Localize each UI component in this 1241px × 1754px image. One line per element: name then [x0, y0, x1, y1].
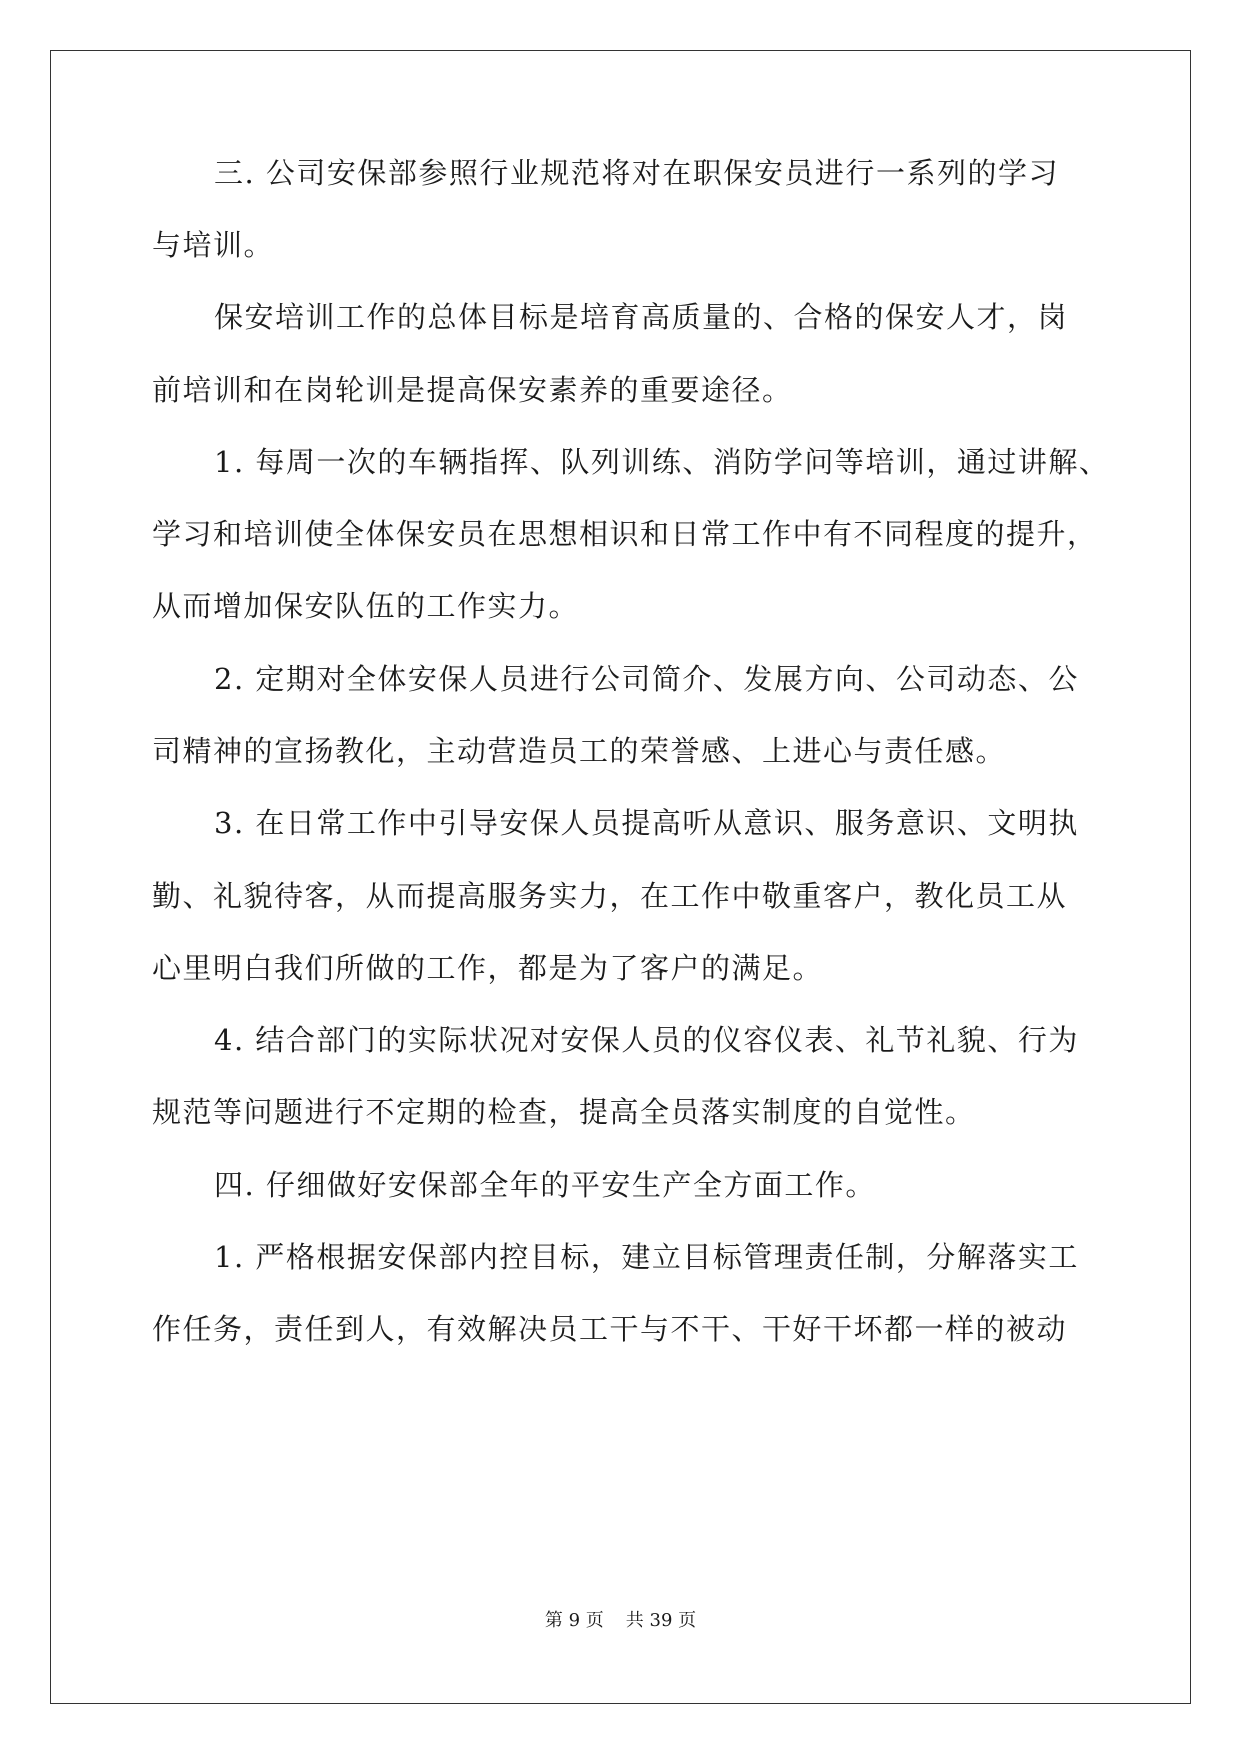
paragraph-line: 从而增加保安队伍的工作实力。 [152, 589, 580, 623]
paragraph-line: 司精神的宣扬教化，主动营造员工的荣誉感、上进心与责任感。 [152, 734, 1007, 768]
paragraph-line: 前培训和在岗轮训是提高保安素养的重要途径。 [152, 373, 793, 407]
paragraph-line: 1. 每周一次的车辆指挥、队列训练、消防学问等培训，通过讲解、 [214, 445, 1110, 479]
paragraph-line: 规范等问题进行不定期的检查，提高全员落实制度的自觉性。 [152, 1095, 976, 1129]
page-number: 第 9 页 [544, 1610, 604, 1631]
paragraph-line: 与培训。 [152, 228, 275, 262]
paragraph-line: 心里明白我们所做的工作，都是为了客户的满足。 [152, 951, 824, 985]
paragraph-line: 作任务，责任到人，有效解决员工干与不干、干好干坏都一样的被动 [152, 1312, 1068, 1346]
paragraph-line: 学习和培训使全体保安员在思想相识和日常工作中有不同程度的提升， [152, 517, 1098, 551]
paragraph-line: 保安培训工作的总体目标是培育高质量的、合格的保安人才，岗 [214, 300, 1069, 334]
paragraph-line: 4. 结合部门的实际状况对安保人员的仪容仪表、礼节礼貌、行为 [214, 1023, 1079, 1057]
page-total: 共 39 页 [625, 1610, 697, 1631]
paragraph-line: 三. 公司安保部参照行业规范将对在职保安员进行一系列的学习 [214, 156, 1059, 190]
paragraph-line: 1. 严格根据安保部内控目标，建立目标管理责任制，分解落实工 [214, 1240, 1079, 1274]
paragraph-line: 勤、礼貌待客，从而提高服务实力，在工作中敬重客户，教化员工从 [152, 879, 1068, 913]
page-footer [0, 1606, 1241, 1632]
paragraph-line: 2. 定期对全体安保人员进行公司简介、发展方向、公司动态、公 [214, 662, 1079, 696]
paragraph-line: 四. 仔细做好安保部全年的平安生产全方面工作。 [214, 1168, 876, 1202]
paragraph-line: 3. 在日常工作中引导安保人员提高听从意识、服务意识、文明执 [214, 806, 1079, 840]
